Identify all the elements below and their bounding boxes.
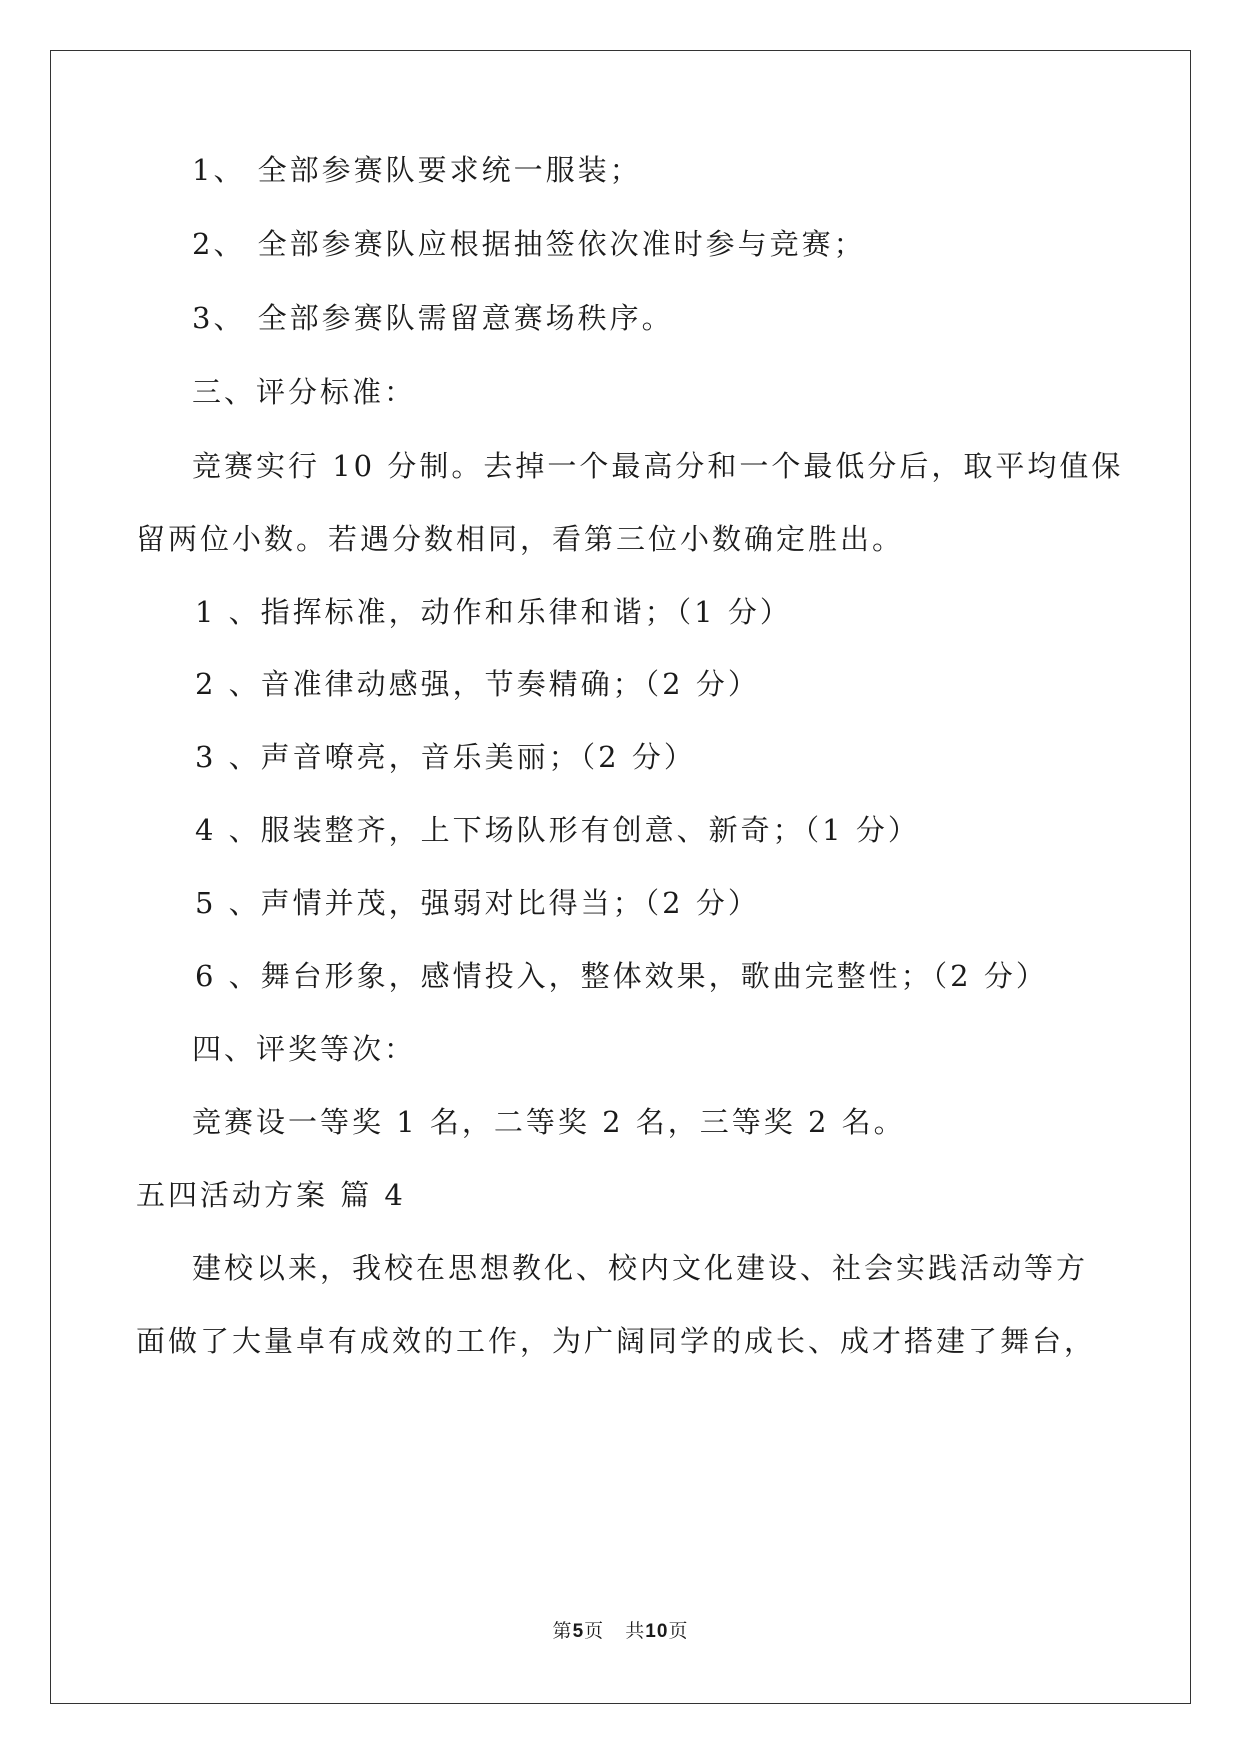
scoring-paragraph-line-1: 竞赛实行 10 分制。去掉一个最高分和一个最低分后，取平均值保 xyxy=(192,449,1124,483)
page-footer xyxy=(0,1618,1241,1645)
section-heading-scoring: 三、评分标准： xyxy=(192,375,417,409)
criterion-1: 1 、指挥标准，动作和乐律和谐；（1 分） xyxy=(195,595,792,629)
draw-order-rule: 2、 全部参赛队应根据抽签依次准时参与竞赛； xyxy=(192,227,866,261)
footer-total-prefix: 共 xyxy=(625,1620,646,1642)
dress-code-rule: 1、 全部参赛队要求统一服装； xyxy=(192,153,642,187)
awards-paragraph: 竞赛设一等奖 1 名，二等奖 2 名，三等奖 2 名。 xyxy=(192,1105,906,1139)
intro-paragraph-line-2: 面做了大量卓有成效的工作，为广阔同学的成长、成才搭建了舞台， xyxy=(136,1324,1097,1358)
criterion-2: 2 、音准律动感强，节奏精确；（2 分） xyxy=(195,667,760,701)
criterion-6: 6 、舞台形象，感情投入，整体效果，歌曲完整性；（2 分） xyxy=(195,959,1048,993)
venue-order-rule: 3、 全部参赛队需留意赛场秩序。 xyxy=(192,301,674,335)
footer-page-number: 5 xyxy=(572,1621,585,1642)
footer-page-suffix: 页 xyxy=(584,1620,605,1642)
criterion-4: 4 、服装整齐，上下场队形有创意、新奇；（1 分） xyxy=(195,813,920,847)
scoring-paragraph-line-2: 留两位小数。若遇分数相同，看第三位小数确定胜出。 xyxy=(136,522,905,556)
intro-paragraph-line-1: 建校以来，我校在思想教化、校内文化建设、社会实践活动等方 xyxy=(192,1251,1089,1285)
criterion-3: 3 、声音嘹亮，音乐美丽；（2 分） xyxy=(195,740,696,774)
footer-total-suffix: 页 xyxy=(668,1620,689,1642)
article-title: 五四活动方案 篇 4 xyxy=(136,1178,406,1212)
section-heading-awards: 四、评奖等次： xyxy=(192,1032,417,1066)
criterion-5: 5 、声情并茂，强弱对比得当；（2 分） xyxy=(195,886,760,920)
footer-total-pages: 10 xyxy=(645,1621,669,1642)
footer-page-prefix: 第 xyxy=(552,1620,573,1642)
